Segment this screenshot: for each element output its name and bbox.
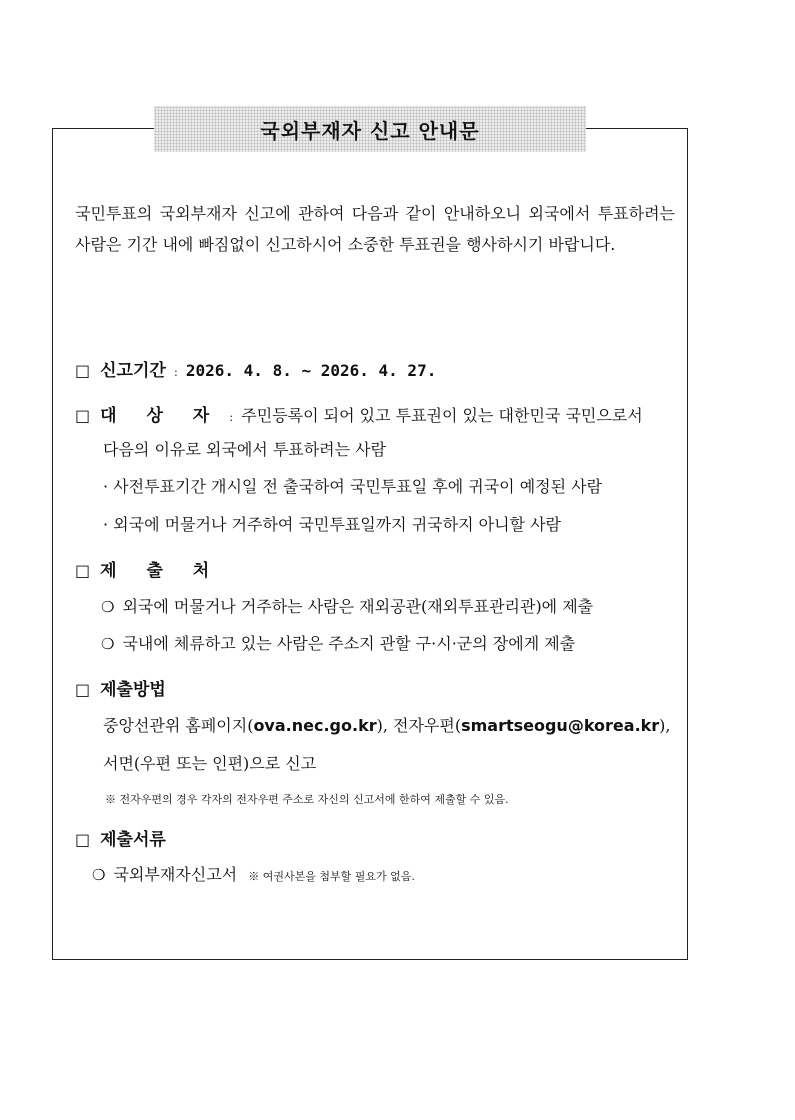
method-line2: 서면(우편 또는 인편)으로 신고 bbox=[103, 754, 317, 773]
target-item: · 사전투표기간 개시일 전 출국하여 국민투표일 후에 귀국이 예정된 사람 bbox=[103, 477, 603, 496]
checkbox-icon: □ bbox=[75, 680, 91, 699]
submit-to-item bbox=[101, 594, 593, 617]
email-link[interactable]: smartseogu@korea.kr bbox=[461, 716, 660, 735]
method-line1 bbox=[103, 713, 671, 736]
submit-to-item-text: 국내에 체류하고 있는 사람은 주소지 관할 구·시·군의 장에게 제출 bbox=[122, 634, 576, 653]
documents-item-text: 국외부재자신고서 bbox=[113, 865, 238, 884]
submit-to-item-text: 외국에 머물거나 거주하는 사람은 재외공관(재외투표관리관)에 제출 bbox=[122, 597, 594, 616]
documents-label: 제출서류 bbox=[100, 830, 166, 850]
documents-note: ※ 여권사본을 첨부할 필요가 없음. bbox=[248, 870, 415, 883]
target-line2: 다음의 이유로 외국에서 투표하려는 사람 bbox=[103, 440, 387, 459]
documents-item bbox=[92, 862, 415, 885]
checkbox-icon: □ bbox=[75, 561, 91, 580]
submit-to-label: 제 출 처 bbox=[100, 561, 222, 581]
circle-bullet-icon: ❍ bbox=[101, 635, 115, 653]
section-period bbox=[75, 356, 436, 381]
circle-bullet-icon: ❍ bbox=[92, 866, 106, 884]
section-target bbox=[75, 401, 643, 426]
target-separator: : bbox=[229, 410, 234, 424]
checkbox-icon: □ bbox=[75, 830, 91, 849]
section-submit-to bbox=[75, 556, 221, 581]
method-note: ※ 전자우편의 경우 각자의 전자우편 주소로 자신의 신고서에 한하여 제출할 수 있음. bbox=[105, 793, 509, 806]
method-text: 중앙선관위 홈페이지( bbox=[103, 716, 254, 735]
method-label: 제출방법 bbox=[100, 680, 166, 700]
intro-paragraph: 국민투표의 국외부재자 신고에 관하여 다음과 같이 안내하오니 외국에서 투표하려는 사람은 기간 내에 빠짐없이 신고하시어 소중한 투표권을 행사하시기 바랍니다. bbox=[75, 204, 675, 254]
website-link[interactable]: ova.nec.go.kr bbox=[253, 716, 377, 735]
period-separator: : bbox=[173, 365, 178, 379]
target-line1: 주민등록이 되어 있고 투표권이 있는 대한민국 국민으로서 bbox=[241, 406, 643, 425]
method-text: ), bbox=[659, 716, 671, 735]
checkbox-icon: □ bbox=[75, 406, 91, 425]
period-label: 신고기간 bbox=[100, 361, 166, 381]
checkbox-icon: □ bbox=[75, 361, 91, 380]
page-title: 국외부재자 신고 안내문 bbox=[154, 106, 586, 152]
method-text: ), 전자우편( bbox=[376, 716, 462, 735]
target-label: 대 상 자 bbox=[100, 406, 222, 426]
circle-bullet-icon: ❍ bbox=[101, 598, 115, 616]
submit-to-item bbox=[101, 631, 575, 654]
section-method bbox=[75, 675, 166, 700]
period-value: 2026. 4. 8. ~ 2026. 4. 27. bbox=[185, 361, 437, 380]
section-documents bbox=[75, 825, 166, 850]
target-item: · 외국에 머물거나 거주하여 국민투표일까지 귀국하지 아니할 사람 bbox=[103, 515, 562, 534]
